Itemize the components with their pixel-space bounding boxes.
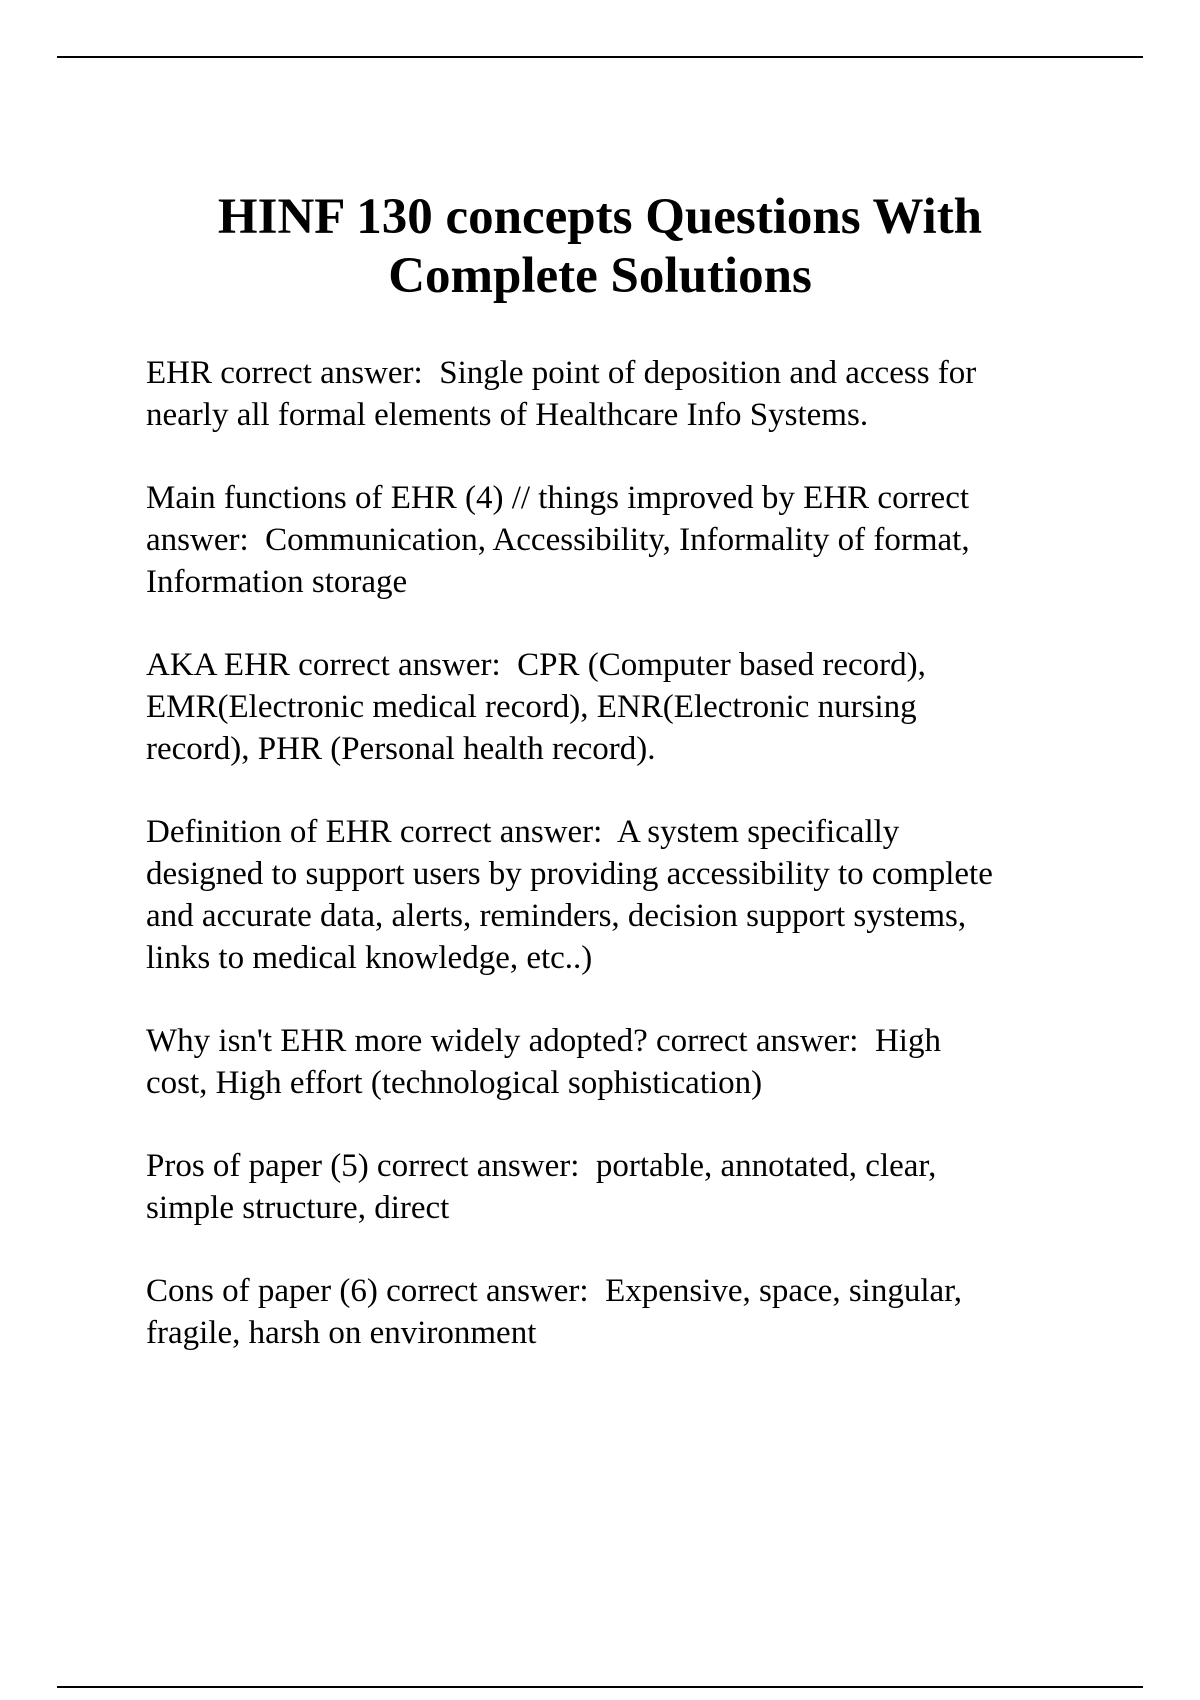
qa-line: designed to support users by providing accessibility to complete — [146, 856, 993, 892]
qa-line: AKA EHR correct answer: CPR (Computer based record), — [146, 647, 926, 683]
qa-line: EHR correct answer: Single point of deposition and access for — [146, 355, 977, 391]
qa-line: simple structure, direct — [146, 1190, 450, 1226]
qa-item-pros-paper — [146, 1145, 1086, 1229]
qa-line: Cons of paper (6) correct answer: Expensive, space, singular, — [146, 1273, 963, 1309]
qa-line: answer: Communication, Accessibility, Informality of format, — [146, 522, 970, 558]
qa-line: EMR(Electronic medical record), ENR(Electronic nursing — [146, 689, 917, 725]
qa-item-aka-ehr — [146, 644, 1086, 770]
qa-line: and accurate data, alerts, reminders, decision support systems, — [146, 898, 967, 934]
qa-line: Main functions of EHR (4) // things improved by EHR correct — [146, 480, 970, 516]
qa-item-main-functions — [146, 477, 1086, 603]
page-title — [100, 188, 1100, 306]
title-line-2: Complete Solutions — [388, 248, 812, 304]
qa-line: cost, High effort (technological sophistication) — [146, 1065, 763, 1101]
qa-line: Information storage — [146, 564, 408, 600]
qa-list — [146, 352, 1086, 1395]
qa-item-cons-paper — [146, 1270, 1086, 1354]
title-line-1: HINF 130 concepts Questions With — [217, 189, 983, 245]
bottom-divider — [57, 1686, 1143, 1688]
qa-item-definition — [146, 811, 1086, 979]
qa-line: links to medical knowledge, etc..) — [146, 940, 593, 976]
qa-line: fragile, harsh on environment — [146, 1315, 537, 1351]
qa-line: Pros of paper (5) correct answer: portable, annotated, clear, — [146, 1148, 937, 1184]
qa-line: Definition of EHR correct answer: A system specifically — [146, 814, 900, 850]
qa-item-ehr — [146, 352, 1086, 436]
qa-line: nearly all formal elements of Healthcare Info Systems. — [146, 397, 869, 433]
top-divider — [57, 56, 1143, 58]
qa-line: record), PHR (Personal health record). — [146, 731, 656, 767]
qa-item-adoption — [146, 1020, 1086, 1104]
qa-line: Why isn't EHR more widely adopted? correct answer: High — [146, 1023, 941, 1059]
